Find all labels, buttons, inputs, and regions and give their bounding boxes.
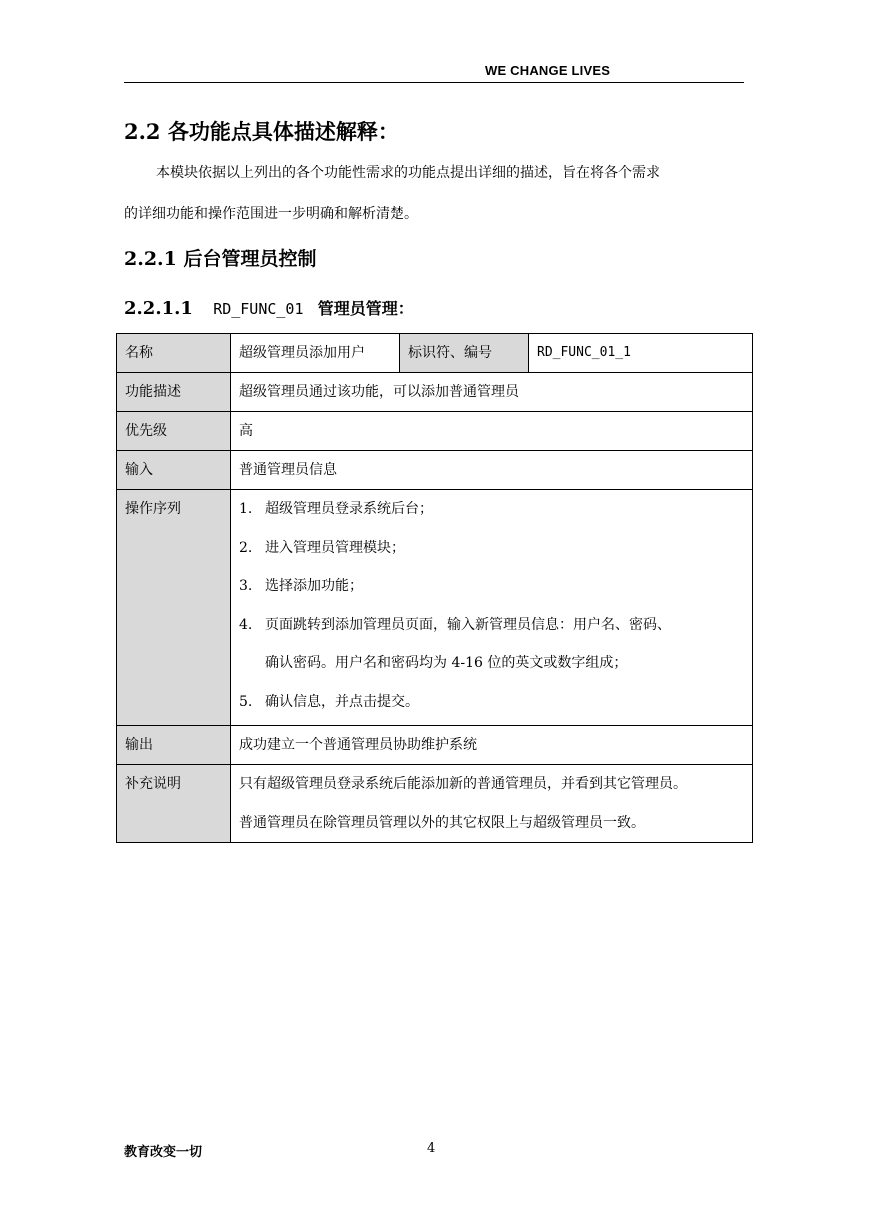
name-value: 超级管理员添加用户 [231, 334, 400, 373]
priority-value: 高 [231, 412, 753, 451]
id-label: 标识符、编号 [400, 334, 529, 373]
subsubsection-title [124, 296, 414, 319]
function-spec-table [116, 333, 753, 843]
subsection-title: 2.2.1 后台管理员控制 [124, 248, 317, 270]
input-label: 输入 [117, 451, 231, 490]
page-number: 4 [427, 1141, 436, 1156]
steps-label: 操作序列 [117, 490, 231, 726]
table-row-output [117, 726, 753, 765]
step-item: 3. 选择添加功能； [239, 578, 363, 594]
step-item: 1. 超级管理员登录系统后台； [239, 501, 433, 517]
table-row-notes [117, 765, 753, 843]
priority-label: 优先级 [117, 412, 231, 451]
subsubsection-tail: 管理员管理： [317, 299, 414, 318]
table-row-priority [117, 412, 753, 451]
notes-line-2: 普通管理员在除管理员管理以外的其它权限上与超级管理员一致。 [239, 814, 645, 831]
intro-paragraph-line-1: 本模块依据以上列出的各个功能性需求的功能点提出详细的描述，旨在将各个需求 [156, 165, 660, 181]
notes-line-1: 只有超级管理员登录系统后能添加新的普通管理员，并看到其它管理员。 [239, 776, 687, 792]
intro-paragraph-line-2: 的详细功能和操作范围进一步明确和解析清楚。 [124, 206, 418, 222]
table-row-input [117, 451, 753, 490]
step-item-continuation: 确认密码。用户名和密码均为 4-16 位的英文或数字组成； [265, 655, 628, 671]
step-item: 2. 进入管理员管理模块； [239, 539, 405, 556]
subsubsection-code: RD_FUNC_01 [213, 300, 304, 318]
subsubsection-number: 2.2.1.1 [124, 298, 193, 319]
step-item: 4. 页面跳转到添加管理员页面，输入新管理员信息：用户名、密码、 [239, 616, 671, 633]
section-title: 2.2 各功能点具体描述解释： [124, 119, 399, 144]
header-slogan: WE CHANGE LIVES [485, 63, 611, 78]
input-value: 普通管理员信息 [231, 451, 753, 490]
steps-list [231, 490, 753, 726]
footer-motto: 教育改变一切 [124, 1145, 203, 1160]
id-value: RD_FUNC_01_1 [529, 334, 753, 373]
table-row-name [117, 334, 753, 373]
header-divider [124, 82, 744, 83]
name-label: 名称 [117, 334, 231, 373]
table-row-description [117, 373, 753, 412]
output-label: 输出 [117, 726, 231, 765]
notes-label: 补充说明 [117, 765, 231, 843]
description-label: 功能描述 [117, 373, 231, 412]
table-row-steps [117, 490, 753, 726]
description-value: 超级管理员通过该功能，可以添加普通管理员 [231, 373, 753, 412]
step-item: 5. 确认信息，并点击提交。 [239, 693, 419, 710]
notes-value [231, 765, 753, 843]
output-value: 成功建立一个普通管理员协助维护系统 [231, 726, 753, 765]
